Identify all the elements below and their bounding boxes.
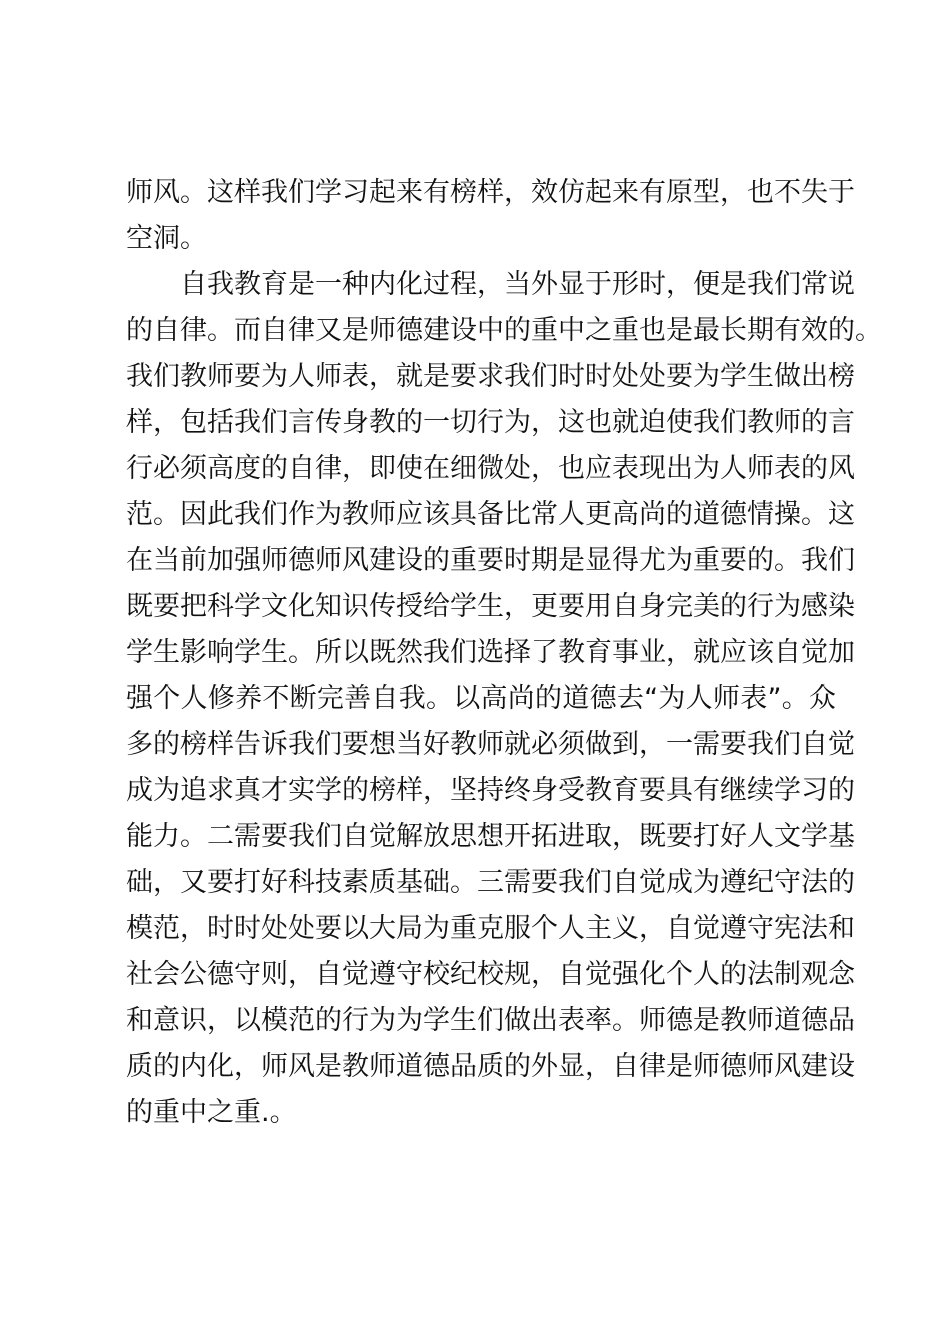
text-line: 我们教师要为人师表，就是要求我们时时处处要为学生做出榜	[126, 361, 855, 392]
text-line: 自我教育是一种内化过程，当外显于形时，便是我们常说	[180, 269, 855, 300]
text-line: 成为追求真才实学的榜样，坚持终身受教育要具有继续学习的	[126, 775, 855, 806]
text-line: 社会公德守则，自觉遵守校纪校规，自觉强化个人的法制观念	[126, 959, 855, 990]
text-line: 师风。这样我们学习起来有榜样，效仿起来有原型，也不失于	[126, 177, 855, 208]
text-line: 和意识，以模范的行为为学生们做出表率。师德是教师道德品	[126, 1005, 855, 1036]
text-line: 空洞。	[126, 223, 207, 254]
text-line: 强个人修养不断完善自我。以高尚的道德去“为人师表”。众	[126, 683, 836, 714]
text-line: 学生影响学生。所以既然我们选择了教育事业，就应该自觉加	[126, 637, 855, 668]
body-text	[126, 170, 882, 1136]
text-line: 既要把科学文化知识传授给学生，更要用自身完美的行为感染	[126, 591, 855, 622]
text-line: 质的内化，师风是教师道德品质的外显，自律是师德师风建设	[126, 1051, 855, 1082]
text-line: 范。因此我们作为教师应该具备比常人更高尚的道德情操。这	[126, 499, 855, 530]
text-line: 的重中之重.。	[126, 1097, 297, 1128]
text-line: 模范，时时处处要以大局为重克服个人主义，自觉遵守宪法和	[126, 913, 855, 944]
text-line: 的自律。而自律又是师德建设中的重中之重也是最长期有效的。	[126, 315, 882, 346]
text-line: 础，又要打好科技素质基础。三需要我们自觉成为遵纪守法的	[126, 867, 855, 898]
text-line: 多的榜样告诉我们要想当好教师就必须做到，一需要我们自觉	[126, 729, 855, 760]
text-line: 样，包括我们言传身教的一切行为，这也就迫使我们教师的言	[126, 407, 855, 438]
text-line: 行必须高度的自律，即使在细微处，也应表现出为人师表的风	[126, 453, 855, 484]
text-line: 在当前加强师德师风建设的重要时期是显得尤为重要的。我们	[126, 545, 855, 576]
text-line: 能力。二需要我们自觉解放思想开拓进取，既要打好人文学基	[126, 821, 855, 852]
